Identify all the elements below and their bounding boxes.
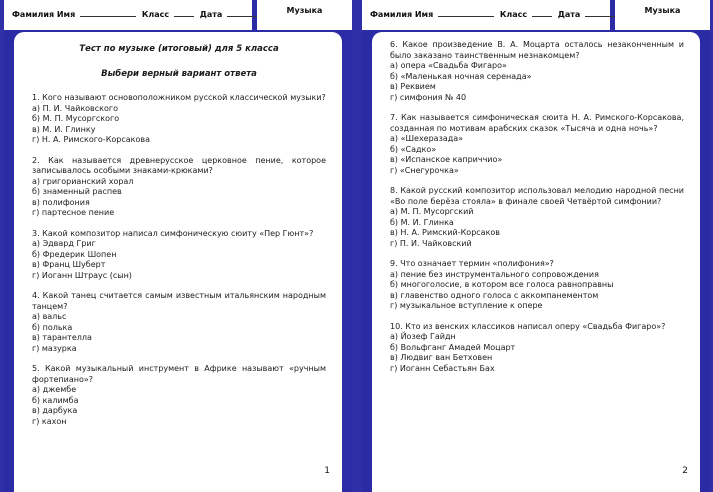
answer-option[interactable]: г) музыкальное вступление к опере — [390, 301, 543, 310]
answer-option[interactable]: в) М. И. Глинку — [32, 124, 96, 134]
answer-option[interactable]: в) «Испанское каприччио» — [390, 155, 503, 164]
test-title: Тест по музыке (итоговый) для 5 класса — [79, 44, 279, 54]
answer-option[interactable]: в) Людвиг ван Бетховен — [390, 353, 493, 362]
question-block — [390, 322, 684, 375]
question-text: 7. Как называется симфоническая сюита Н. А. Римского-Корсакова, созданная по мотивам арабских сказок «Тысяча и одна ночь»? — [390, 113, 684, 133]
date-blank[interactable] — [585, 16, 617, 17]
answer-option[interactable]: г) Иоганн Себастьян Бах — [390, 363, 495, 373]
question-list — [390, 40, 684, 374]
page-number: 1 — [324, 465, 330, 476]
answer-option[interactable]: а) джембе — [32, 385, 77, 394]
page-number: 2 — [682, 465, 688, 476]
test-instruction: Выбери верный вариант ответа — [101, 68, 257, 79]
answer-option[interactable]: б) «Маленькая ночная серенада» — [390, 71, 532, 81]
question-text: 10. Кто из венских классиков написал оперу «Свадьба Фигаро»? — [390, 321, 666, 331]
question-block — [32, 364, 326, 427]
answer-option[interactable]: в) Реквием — [390, 82, 436, 91]
class-label: Класс — [499, 10, 528, 19]
question-text: 8. Какой русский композитор использовал мелодию народной песни «Во поле берёза стояла» в финале своей Четвёртой симфонии? — [390, 186, 684, 206]
answer-option[interactable]: в) главенство одного голоса с аккомпанементом — [390, 290, 599, 300]
answer-option[interactable]: а) «Шехеразада» — [390, 134, 464, 143]
question-block — [390, 259, 684, 312]
answer-option[interactable]: б) М. П. Мусоргского — [32, 114, 120, 123]
question-text: 4. Какой танец считается самым известным итальянским народным танцем? — [32, 291, 326, 311]
class-label: Класс — [141, 10, 170, 19]
date-label: Дата — [199, 10, 223, 19]
answer-option[interactable]: б) полька — [32, 322, 73, 332]
answer-option[interactable]: б) калимба — [32, 395, 79, 405]
question-list — [32, 93, 326, 427]
question-text: 3. Какой композитор написал симфоническую сюиту «Пер Гюнт»? — [32, 228, 314, 238]
subject-label: Музыка — [615, 0, 710, 30]
class-blank[interactable] — [174, 16, 194, 17]
question-block — [32, 156, 326, 219]
answer-option[interactable]: б) Вольфганг Амадей Моцарт — [390, 342, 516, 352]
question-block — [390, 186, 684, 249]
question-block — [32, 291, 326, 354]
answer-option[interactable]: б) многоголосие, в котором все голоса равноправны — [390, 280, 614, 289]
answer-option[interactable]: а) опера «Свадьба Фигаро» — [390, 61, 507, 70]
class-blank[interactable] — [532, 16, 552, 17]
answer-option[interactable]: г) мазурка — [32, 343, 77, 353]
answer-option[interactable]: г) партесное пение — [32, 208, 115, 217]
question-block — [32, 229, 326, 282]
answer-option[interactable]: г) кахон — [32, 416, 67, 426]
answer-option[interactable]: в) дарбука — [32, 406, 78, 415]
answer-option[interactable]: г) Иоганн Штраус (сын) — [32, 270, 132, 280]
question-text: 1. Кого называют основоположником русской классической музыки? — [32, 93, 326, 102]
answer-option[interactable]: г) симфония № 40 — [390, 92, 467, 102]
question-block — [390, 113, 684, 176]
question-block — [390, 40, 684, 103]
answer-option[interactable]: в) Н. А. Римский-Корсаков — [390, 228, 501, 237]
subject-label: Музыка — [257, 0, 352, 30]
student-info-field — [4, 0, 254, 30]
answer-option[interactable]: а) григорианский хорал — [32, 176, 134, 186]
date-blank[interactable] — [227, 16, 259, 17]
answer-option[interactable]: г) Н. А. Римского-Корсакова — [32, 135, 150, 144]
answer-option[interactable]: а) пение без инструментального сопровождения — [390, 269, 599, 279]
page-header — [4, 0, 352, 30]
surname-label: Фамилия Имя — [370, 10, 434, 19]
worksheet-page-2 — [362, 0, 710, 492]
date-label: Дата — [557, 10, 581, 19]
answer-option[interactable]: а) М. П. Мусоргский — [390, 207, 474, 216]
question-text: 5. Какой музыкальный инструмент в Африке называют «ручным фортепиано»? — [32, 364, 326, 384]
page-header — [362, 0, 710, 30]
student-info-field — [362, 0, 612, 30]
answer-option[interactable]: а) Эдвард Григ — [32, 239, 96, 248]
surname-blank[interactable] — [438, 16, 494, 17]
answer-option[interactable]: г) «Снегурочка» — [390, 165, 459, 175]
question-text: 6. Какое произведение В. А. Моцарта осталось незаконченным и было заказано таинственным незнакомцем? — [390, 40, 684, 60]
answer-option[interactable]: в) Франц Шуберт — [32, 260, 106, 269]
answer-option[interactable]: б) знаменный распев — [32, 187, 122, 196]
answer-option[interactable]: в) полифония — [32, 197, 90, 207]
question-text: 9. Что означает термин «полифония»? — [390, 259, 554, 268]
answer-option[interactable]: б) М. И. Глинка — [390, 217, 454, 227]
answer-option[interactable]: б) Фредерик Шопен — [32, 249, 117, 259]
answer-option[interactable]: а) П. И. Чайковского — [32, 103, 118, 113]
answer-option[interactable]: б) «Садко» — [390, 144, 437, 154]
question-block — [32, 93, 326, 146]
answer-option[interactable]: в) тарантелла — [32, 333, 92, 342]
worksheet-page-1 — [4, 0, 352, 492]
question-text: 2. Как называется древнерусское церковное пение, которое записывалось особыми знаками-крюками? — [32, 155, 326, 175]
surname-blank[interactable] — [80, 16, 136, 17]
answer-option[interactable]: г) П. И. Чайковский — [390, 238, 472, 248]
worksheet-sheet — [372, 32, 700, 492]
answer-option[interactable]: а) Йозеф Гайдн — [390, 332, 456, 341]
answer-option[interactable]: а) вальс — [32, 312, 67, 321]
surname-label: Фамилия Имя — [12, 10, 76, 19]
worksheet-sheet — [14, 32, 342, 492]
